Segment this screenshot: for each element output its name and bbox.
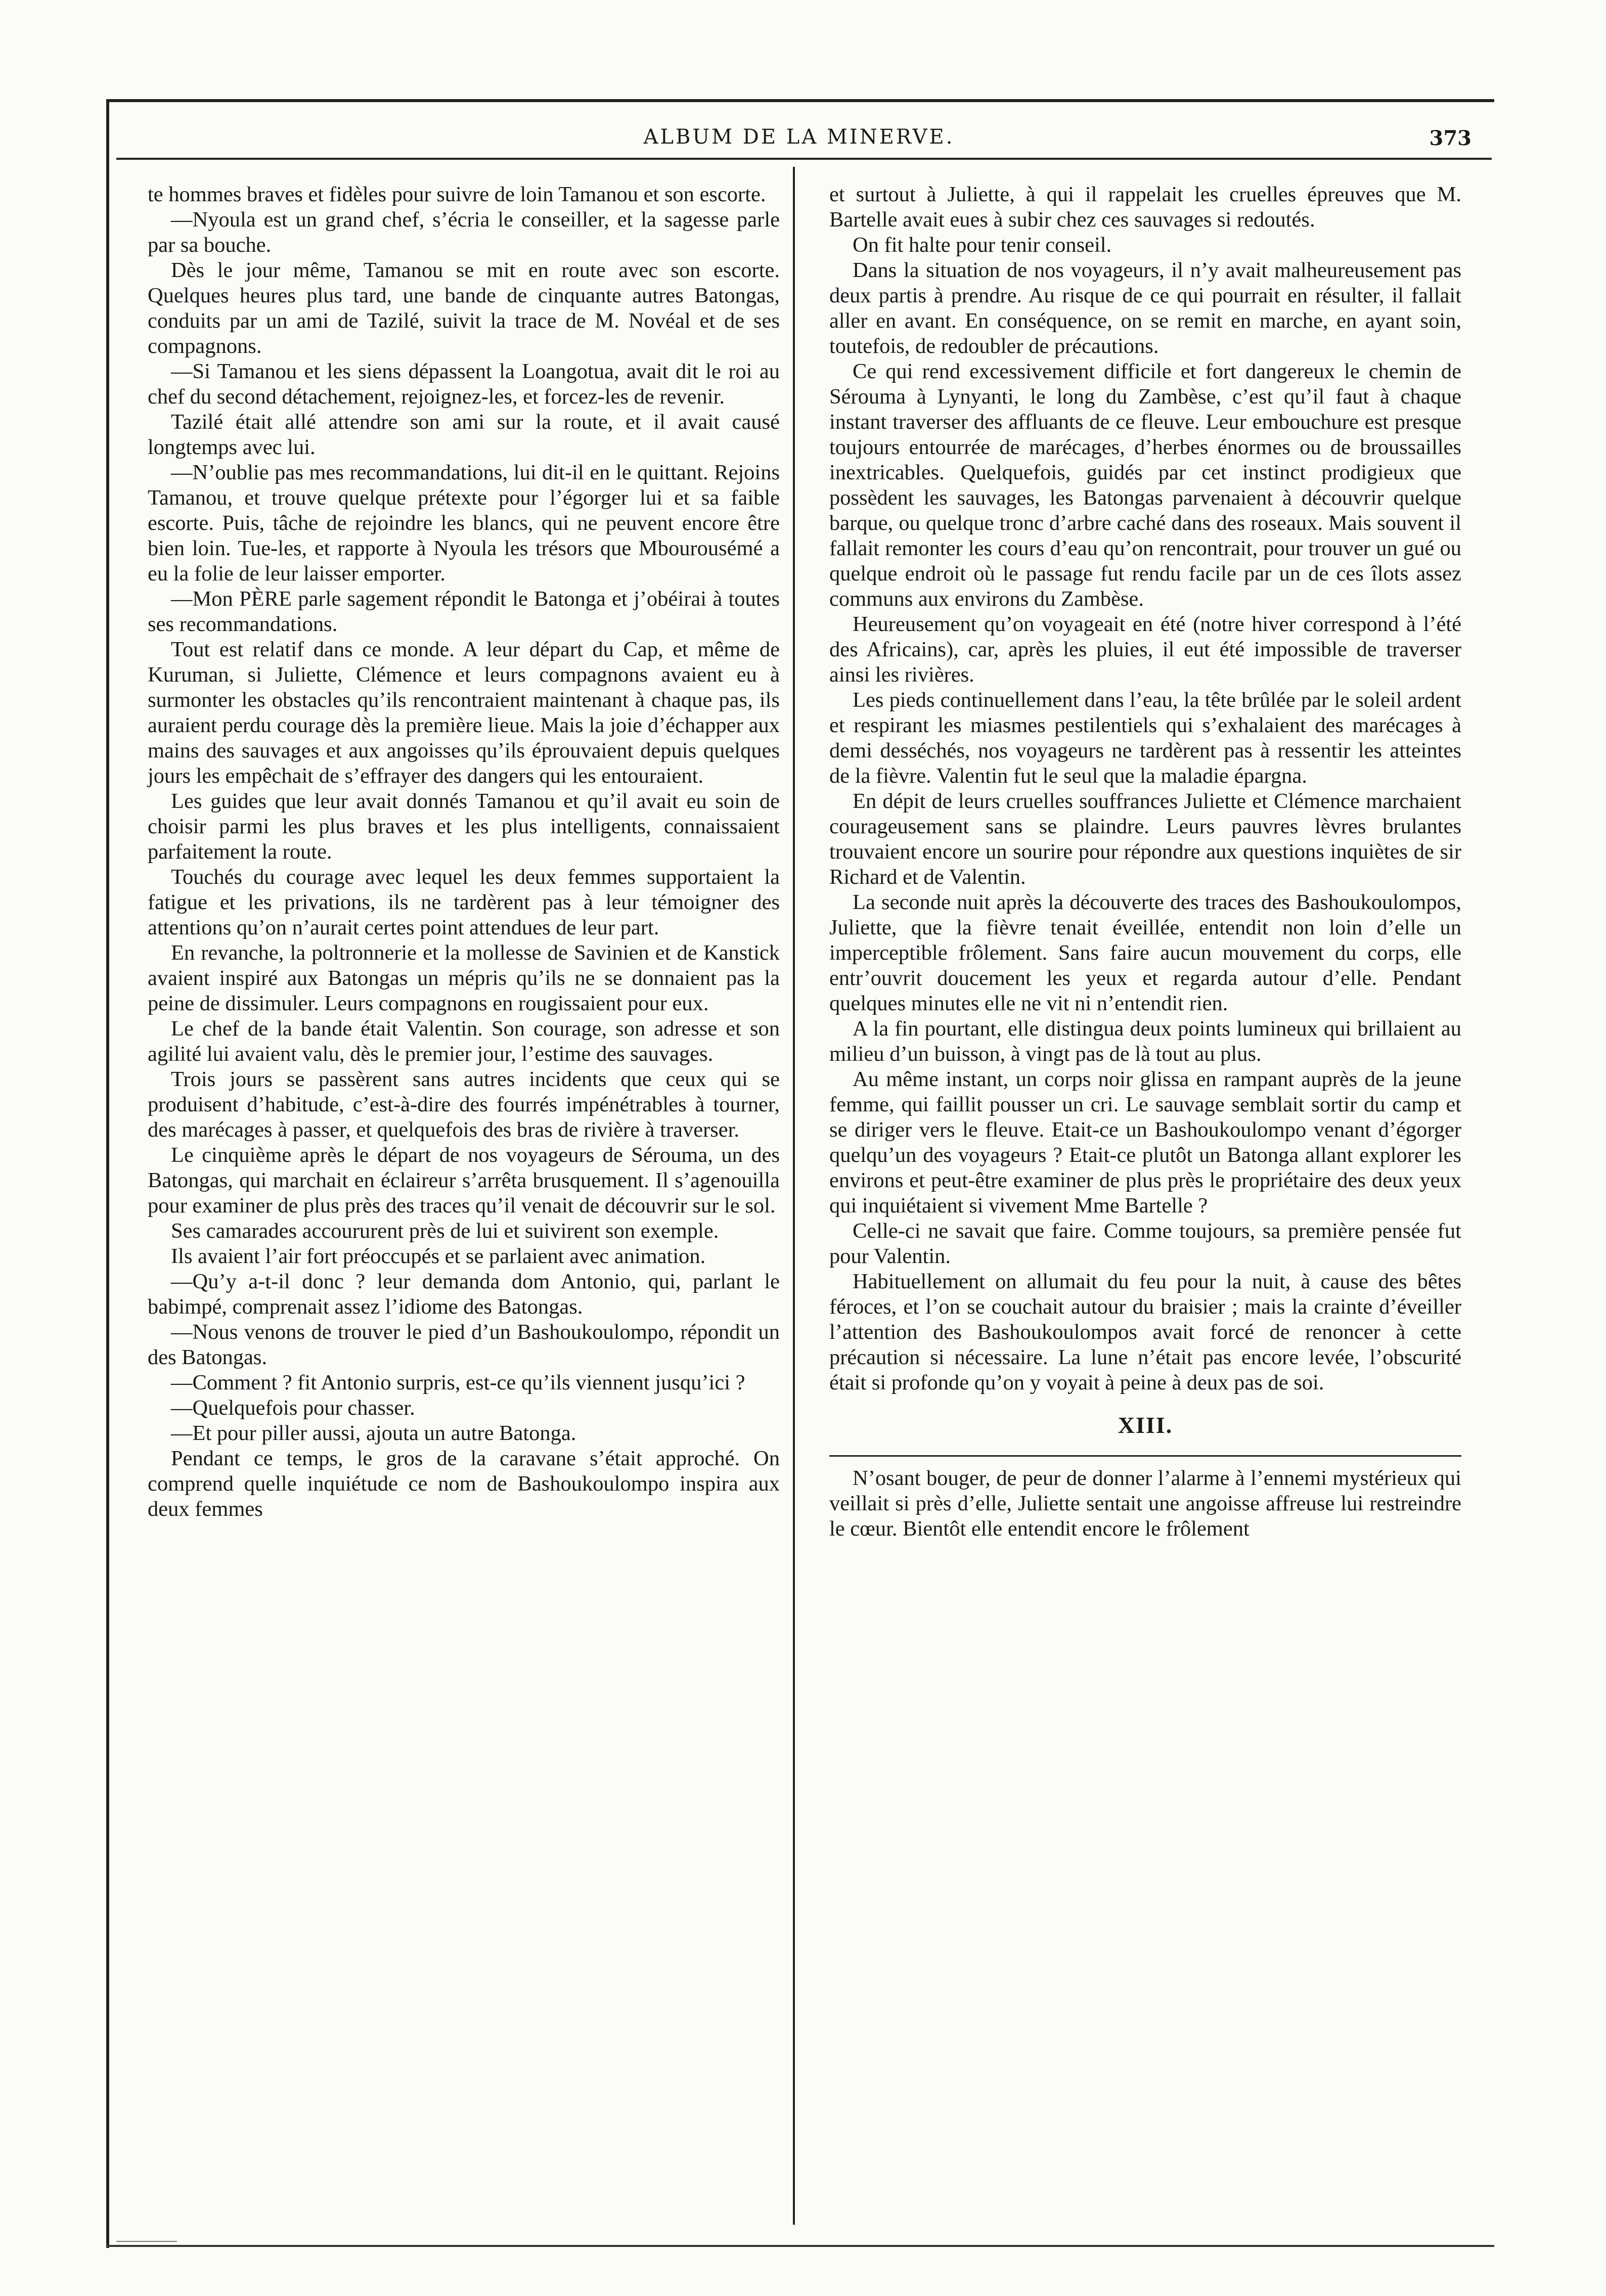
paragraph: Dans la situation de nos voyageurs, il n’y avait malheureusement pas deux partis à prendre. Au risque de ce qui pourrait en résulter, il fallait aller en avant. En conséquence, on se remit en marche, en ayant soin, toutefois, de redoubler de précautions. <box>829 258 1461 358</box>
frame-top-rule <box>106 99 1494 102</box>
right-column <box>829 182 1461 1542</box>
paragraph: —Mon PÈRE parle sagement répondit le Batonga et j’obéirai à toutes ses recommandations. <box>148 587 780 636</box>
paragraph: —Quelquefois pour chasser. <box>171 1396 415 1420</box>
running-header <box>116 120 1482 161</box>
paragraph: Le chef de la bande était Valentin. Son courage, son adresse et son agilité lui avaient valu, dès le premier jour, l’estime des sauvages. <box>148 1017 780 1066</box>
paragraph: Touchés du courage avec lequel les deux femmes supportaient la fatigue et les privations, ils ne tardèrent pas à leur témoigner des attentions qu’on n’aurait certes point attendues de leur part. <box>148 865 780 939</box>
paragraph: Ses camarades accoururent près de lui et suivirent son exemple. <box>171 1219 719 1243</box>
paragraph: Trois jours se passèrent sans autres incidents que ceux qui se produisent d’habitude, c’est-à-dire des fourrés impénétrables à tourner, des marécages à passer, et quelquefois des bras de rivière à traverser. <box>148 1067 780 1142</box>
header-rule <box>116 158 1492 160</box>
paragraph: Ce qui rend excessivement difficile et fort dangereux le chemin de Sérouma à Lynyanti, le long du Zambèse, c’est qu’il faut à chaque instant traverser des affluants de ce fleuve. Leur embouchure est presque toujours entourrée de marécages, d’herbes énormes ou de broussailles inextricables. Quelquefois, guidés par cet instinct prodigieux que possèdent les sauvages, les Batongas parvenaient à découvrir quelque barque, ou quelque tronc d’arbre caché dans des roseaux. Mais souvent il fallait remonter les cours d’eau qu’on rencontrait, pour trouver un gué ou quelque endroit où le passage fut rendu facile par un de ces îlots assez communs aux environs du Zambèse. <box>829 359 1461 611</box>
paragraph: Pendant ce temps, le gros de la caravane s’était approché. On comprend quelle inquiétude ce nom de Bashoukoulompo inspira aux deux femmes <box>148 1447 780 1521</box>
header-title: ALBUM DE LA MINERVE. <box>643 125 955 149</box>
paragraph: —Qu’y a-t-il donc ? leur demanda dom Antonio, qui, parlant le babimpé, comprenait assez l’idiome des Batongas. <box>148 1270 780 1319</box>
paragraph: —Comment ? fit Antonio surpris, est-ce qu’ils viennent jusqu’ici ? <box>171 1371 745 1394</box>
section-rule <box>829 1455 1461 1457</box>
frame-bottom-rule <box>106 2245 1494 2247</box>
frame-left-rule <box>106 99 109 2248</box>
paragraph: —Et pour piller aussi, ajouta un autre Batonga. <box>171 1421 576 1445</box>
bottom-decoration <box>116 2241 177 2242</box>
right-column-text-after <box>829 1466 1461 1542</box>
paragraph: et surtout à Juliette, à qui il rappelait les cruelles épreuves que M. Bartelle avait eues à subir chez ces sauvages si redoutés. <box>829 183 1461 232</box>
paragraph: Heureusement qu’on voyageait en été (notre hiver correspond à l’été des Africains), car, après les pluies, il eut été impossible de traverser ainsi les rivières. <box>829 612 1461 687</box>
page-number: 373 <box>1429 126 1471 150</box>
paragraph: En dépit de leurs cruelles souffrances Juliette et Clémence marchaient courageusement sans se plaindre. Leurs pauvres lèvres brulantes trouvaient encore un sourire pour répondre aux questions inquiètes de sir Richard et de Valentin. <box>829 789 1461 889</box>
left-column <box>148 182 780 1522</box>
paragraph: Ils avaient l’air fort préoccupés et se parlaient avec animation. <box>171 1244 706 1268</box>
paragraph: Le cinquième après le départ de nos voyageurs de Sérouma, un des Batongas, qui marchait en éclaireur s’arrêta brusquement. Il s’agenouilla pour examiner de plus près des traces qu’il venait de découvrir sur le sol. <box>148 1143 780 1218</box>
paragraph: La seconde nuit après la découverte des traces des Bashoukoulompos, Juliette, que la fièvre tenait éveillée, entendit non loin d’elle un imperceptible frôlement. Sans faire aucun mouvement du corps, elle entr’ouvrit doucement les yeux et regarda autour d’elle. Pendant quelques minutes elle ne vit ni n’entendit rien. <box>829 890 1461 1015</box>
paragraph: Celle-ci ne savait que faire. Comme toujours, sa première pensée fut pour Valentin. <box>829 1219 1461 1268</box>
paragraph: En revanche, la poltronnerie et la mollesse de Savinien et de Kanstick avaient inspiré aux Batongas un mépris qu’ils ne se donnaient pas la peine de dissimuler. Leurs compagnons en rougissaient pour eux. <box>148 941 780 1015</box>
column-divider <box>793 167 795 2225</box>
paragraph: Tout est relatif dans ce monde. A leur départ du Cap, et même de Kuruman, si Juliette, Clémence et leurs compagnons avaient eu à surmonter les obstacles qu’ils rencontraient maintenant à chaque pas, ils auraient perdu courage dès la première lieue. Mais la joie d’échapper aux mains des sauvages et aux angoisses qu’ils éprouvaient depuis quelques jours les empêchait de s’effrayer des dangers qui les entouraient. <box>148 638 780 788</box>
paragraph: —Si Tamanou et les siens dépassent la Loangotua, avait dit le roi au chef du second détachement, rejoignez-les, et forcez-les de revenir. <box>148 359 780 409</box>
paragraph: te hommes braves et fidèles pour suivre de loin Tamanou et son escorte. <box>148 183 766 206</box>
paragraph: A la fin pourtant, elle distingua deux points lumineux qui brillaient au milieu d’un buisson, à vingt pas de là tout au plus. <box>829 1017 1461 1066</box>
paragraph: Habituellement on allumait du feu pour la nuit, à cause des bêtes féroces, et l’on se couchait autour du braisier ; mais la crainte d’éveiller l’attention des Bashoukoulompos avait forcé de renoncer à cette précaution si nécessaire. La lune n’était pas encore levée, l’obscurité était si profonde qu’on y voyait à peine à deux pas de soi. <box>829 1270 1461 1394</box>
paragraph: —Nous venons de trouver le pied d’un Bashoukoulompo, répondit un des Batongas. <box>148 1320 780 1369</box>
paragraph: Dès le jour même, Tamanou se mit en route avec son escorte. Quelques heures plus tard, une bande de cinquante autres Batongas, conduits par un ami de Tazilé, suivit la trace de M. Novéal et de ses compagnons. <box>148 258 780 358</box>
paragraph: —Nyoula est un grand chef, s’écria le conseiller, et la sagesse parle par sa bouche. <box>148 208 780 257</box>
paragraph: Tazilé était allé attendre son ami sur la route, et il avait causé longtemps avec lui. <box>148 410 780 459</box>
paragraph: On fit halte pour tenir conseil. <box>853 233 1112 257</box>
paragraph: —N’oublie pas mes recommandations, lui dit-il en le quittant. Rejoins Tamanou, et trouve quelque prétexte pour l’égorger lui et sa faible escorte. Puis, tâche de rejoindre les blancs, qui ne peuvent encore être bien loin. Tue-les, et rapporte à Nyoula les trésors que Mbourousémé a eu la folie de leur laisser emporter. <box>148 461 780 586</box>
paragraph: N’osant bouger, de peur de donner l’alarme à l’ennemi mystérieux qui veillait si près d’elle, Juliette sentait une angoisse affreuse lui restreindre le cœur. Bientôt elle entendit encore le frôlement <box>829 1466 1461 1541</box>
section-heading: XIII. <box>1118 1412 1173 1438</box>
paragraph: Les pieds continuellement dans l’eau, la tête brûlée par le soleil ardent et respirant les miasmes pestilentiels qui s’exhalaient des marécages à demi desséchés, nos voyageurs ne tardèrent pas à ressentir les atteintes de la fièvre. Valentin fut le seul que la maladie épargna. <box>829 688 1461 788</box>
paragraph: Les guides que leur avait donnés Tamanou et qu’il avait eu soin de choisir parmi les plus braves et les plus intelligents, connaissaient parfaitement la route. <box>148 789 780 864</box>
right-column-text-before <box>829 182 1461 1395</box>
paragraph: Au même instant, un corps noir glissa en rampant auprès de la jeune femme, qui faillit pousser un cri. Le sauvage semblait sortir du camp et se diriger vers le fleuve. Etait-ce un Bashoukoulompo venant d’égorger quelqu’un des voyageurs ? Etait-ce plutôt un Batonga allant explorer les environs et peut-être examiner de plus près le propriétaire des deux yeux qui inquiétaient si vivement Mme Bartelle ? <box>829 1067 1461 1218</box>
